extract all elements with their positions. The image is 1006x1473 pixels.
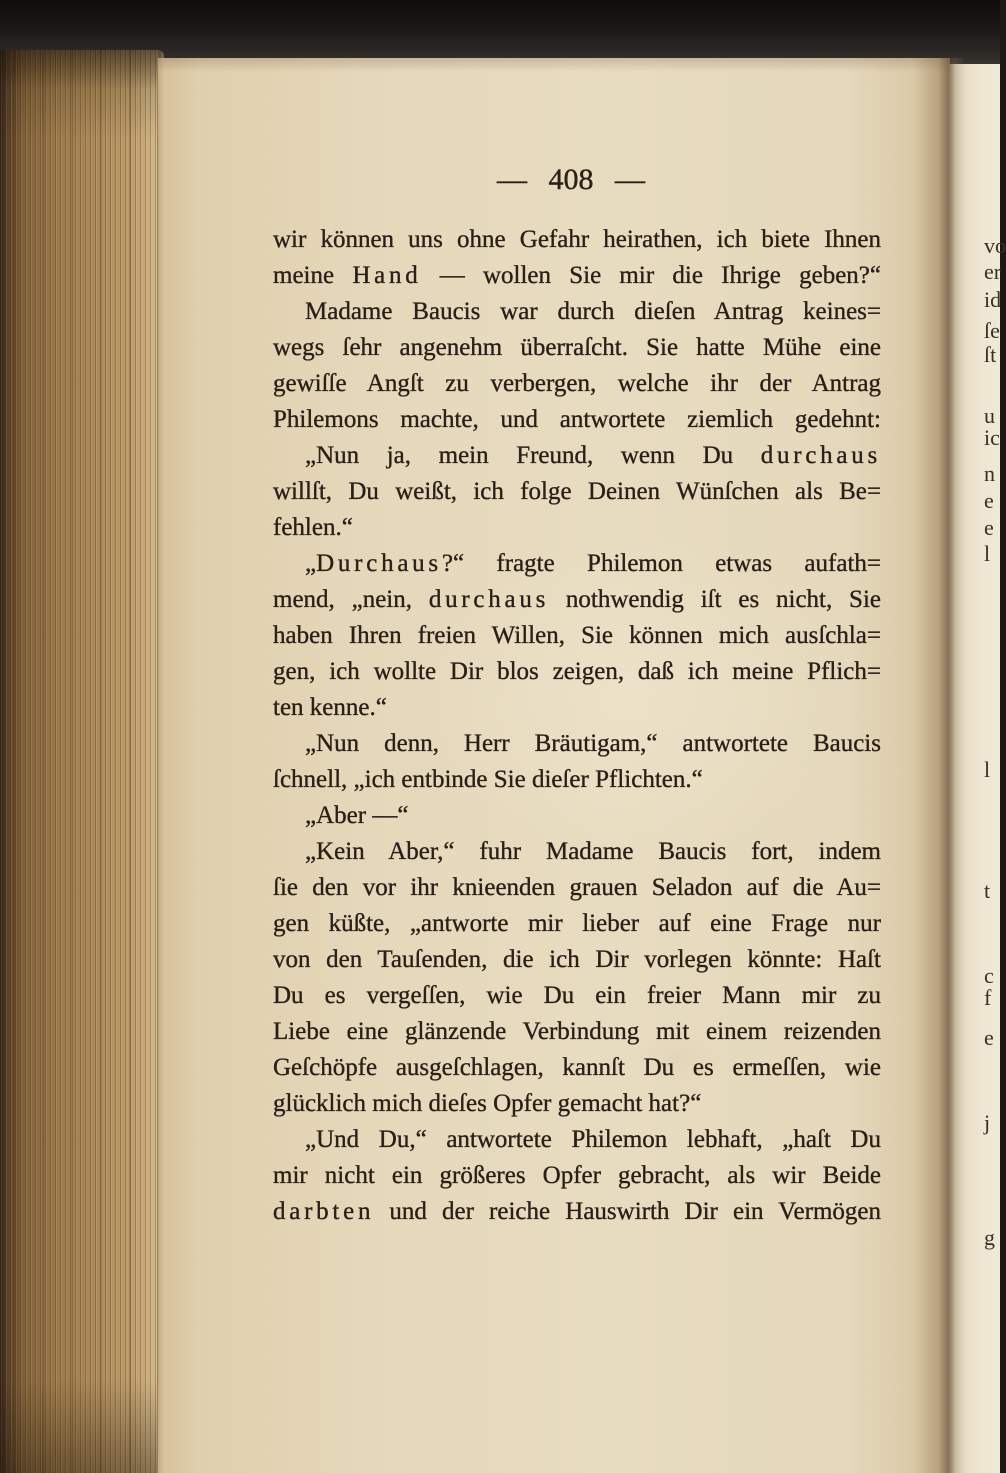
text-line — [273, 510, 881, 546]
text-line — [273, 1194, 881, 1230]
line-text: „Nun denn, Herr Bräutigam,“ antwortete Baucis — [305, 730, 881, 757]
line-text: „Kein Aber,“ fuhr Madame Baucis fort, indem — [305, 838, 881, 865]
facing-page-fragment: c — [984, 963, 994, 988]
text-line — [273, 690, 881, 726]
text-line — [273, 654, 881, 690]
text-line — [273, 1122, 881, 1158]
facing-page-fragment: vo — [984, 233, 1006, 258]
text-line — [273, 978, 881, 1014]
text-line — [273, 402, 881, 438]
line-text: glücklich mich dieſes Opfer gemacht hat?“ — [273, 1090, 702, 1117]
line-text: gen, ich wollte Dir blos zeigen, daß ich meine Pflich= — [273, 658, 881, 685]
line-text: haben Ihren freien Willen, Sie können mich ausſchla= — [273, 622, 881, 649]
text-line — [273, 726, 881, 762]
line-text: mir nicht ein größeres Opfer gebracht, als wir Beide — [273, 1162, 881, 1189]
facing-page-fragment: ſt — [984, 342, 997, 367]
text-line — [273, 330, 881, 366]
facing-page-fragment: ic — [984, 425, 1000, 450]
text-line — [273, 1050, 881, 1086]
line-text: ?“ fragte Philemon etwas aufath= — [441, 550, 881, 577]
line-text: Du es vergeſſen, wie Du ein freier Mann mir zu — [273, 982, 881, 1009]
line-text: Philemons machte, und antwortete ziemlich gedehnt: — [273, 406, 881, 433]
text-line — [273, 942, 881, 978]
line-text: ten kenne.“ — [273, 694, 387, 721]
facing-page-fragment: er — [984, 259, 1002, 284]
paragraph — [273, 222, 881, 294]
line-text: gewiſſe Angſt zu verbergen, welche ihr der Antrag — [273, 370, 881, 397]
line-text: „Nun ja, mein Freund, wenn Du — [305, 442, 761, 469]
spaced-emphasis-word: Durchaus — [316, 550, 442, 577]
page-edge-stack — [0, 50, 164, 1473]
text-line — [273, 474, 881, 510]
line-text: willſt, Du weißt, ich folge Deinen Wünſchen als Be= — [273, 478, 881, 505]
line-text: Madame Baucis war durch dieſen Antrag keines= — [305, 298, 881, 325]
facing-page-fragment: u — [984, 403, 995, 428]
page-number: — 408 — — [497, 163, 645, 196]
facing-page-fragment: n — [984, 461, 995, 486]
text-line — [273, 834, 881, 870]
text-line — [273, 582, 881, 618]
facing-page-fragment: t — [984, 878, 991, 903]
line-text: „Und Du,“ antwortete Philemon lebhaft, „haſt Du — [305, 1126, 881, 1153]
text-line — [273, 870, 881, 906]
paragraph — [273, 546, 881, 726]
line-text: gen küßte, „antworte mir lieber auf eine Frage nur — [273, 910, 881, 937]
spaced-emphasis-word: durchaus — [760, 442, 881, 469]
line-text: mend, „nein, — [273, 586, 429, 613]
paragraph — [273, 438, 881, 546]
line-text: Liebe eine glänzende Verbindung mit einem reizenden — [273, 1018, 881, 1045]
paragraph — [273, 726, 881, 798]
facing-page-fragment: l — [984, 541, 991, 566]
line-text: wir können uns ohne Gefahr heirathen, ich biete Ihnen — [273, 226, 881, 253]
facing-page-fragment: e — [984, 488, 994, 513]
spaced-emphasis-word: durchaus — [428, 586, 550, 613]
line-text: und der reiche Hauswirth Dir ein Vermögen — [374, 1198, 881, 1225]
spaced-emphasis-word: darbten — [273, 1198, 375, 1225]
line-text: nothwendig iſt es nicht, Sie — [549, 586, 882, 613]
line-text: von den Tauſenden, die ich Dir vorlegen könnte: Haſt — [273, 946, 881, 973]
facing-page-fragment: l — [984, 757, 991, 782]
text-line — [273, 762, 881, 798]
body-text — [273, 222, 881, 1230]
text-line — [273, 618, 881, 654]
book-page — [157, 58, 950, 1473]
spaced-emphasis-word: Hand — [352, 262, 422, 289]
text-line — [273, 294, 881, 330]
facing-page-fragment: j — [984, 1110, 991, 1135]
line-text: — wollen Sie mir die Ihrige geben?“ — [421, 262, 881, 289]
text-line — [273, 546, 881, 582]
gutter-shadow — [912, 58, 966, 1473]
paragraph — [273, 294, 881, 438]
paragraph — [273, 1122, 881, 1230]
paragraph — [273, 798, 881, 834]
line-text: „Aber —“ — [305, 802, 409, 829]
text-line — [273, 1014, 881, 1050]
facing-page-fragment: e — [984, 1025, 994, 1050]
text-line — [273, 1158, 881, 1194]
line-text: „ — [305, 550, 317, 577]
text-line — [273, 258, 881, 294]
line-text: wegs ſehr angenehm überraſcht. Sie hatte Mühe eine — [273, 334, 881, 361]
text-line — [273, 798, 881, 834]
facing-page-fragment: id — [984, 287, 1002, 312]
text-line — [273, 366, 881, 402]
line-text: ſchnell, „ich entbinde Sie dieſer Pflichten.“ — [273, 766, 703, 793]
facing-page-fragment: g — [984, 1225, 995, 1250]
line-text: ſie den vor ihr knieenden grauen Seladon auf die Au= — [273, 874, 881, 901]
facing-page-fragment: f — [984, 985, 992, 1010]
facing-page-fragment: e — [984, 515, 994, 540]
line-text: meine — [273, 262, 353, 289]
paragraph — [273, 834, 881, 1122]
text-line — [273, 438, 881, 474]
text-line — [273, 222, 881, 258]
text-line — [273, 1086, 881, 1122]
text-line — [273, 906, 881, 942]
line-text: Geſchöpfe ausgeſchlagen, kannſt Du es ermeſſen, wie — [273, 1054, 881, 1081]
line-text: fehlen.“ — [273, 514, 353, 541]
facing-page-fragment: ſe — [984, 318, 1000, 343]
